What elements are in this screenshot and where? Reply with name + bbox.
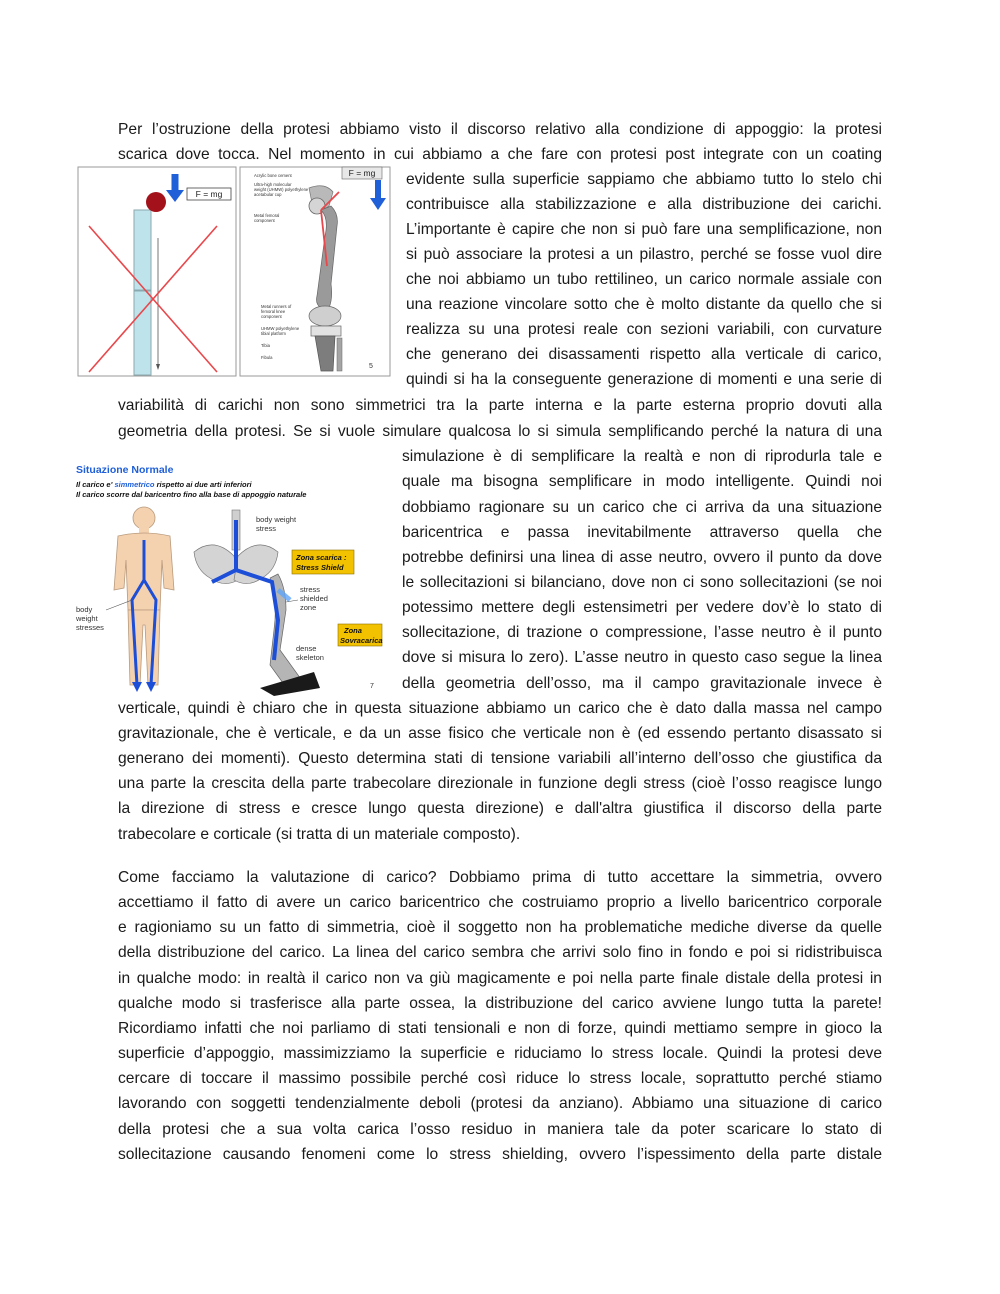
label-dense-2: skeleton (296, 653, 324, 662)
text-line: dove si misura lo zero). L’asse neutro in questo caso segue la linea (402, 649, 882, 666)
text-line: si può associare la protesi a un pilastro, perché se fosse vuol dire (406, 246, 882, 263)
label-dense-1: dense (296, 644, 317, 653)
label-body-3: stresses (76, 623, 104, 632)
text-line: della distribuzione del carico. La linea del carico sembra che arrivi solo fino in fondo e poi si ridistribuisca (118, 944, 882, 961)
text-line: le sollecitazioni si bilanciano, dove non ci sono sollecitazioni (se noi (402, 574, 882, 591)
text-line: qualche modo si trasferisce alla parte ossea, la distribuzione del carico avviene lungo tutta la parete! (118, 995, 882, 1012)
pillar-upper (134, 210, 151, 290)
text-line: contribuisce alla stabilizzazione e alla distribuzione dei carichi. (406, 196, 882, 213)
text-line: Come facciamo la valutazione di carico? Dobbiamo prima di tutto accettare la simmetria, ovvero (118, 869, 882, 886)
text-line: della protesi che a sua volta carica l’osso residuo in maniera tale da poter scaricare lo stato di (118, 1121, 882, 1138)
label-body-2: weight (76, 614, 98, 623)
text-line: scarica dove tocca. Nel momento in cui abbiamo a che fare con protesi post integrate con un coating (118, 146, 882, 163)
label-femoral-2: component (254, 218, 275, 223)
text-line: potrebbe definirsi una linea di asse neutro, ovvero il punto da dove (402, 549, 882, 566)
text-line: L’importante è capire che non si può fare una semplificazione, non (406, 221, 882, 238)
body-silhouette (114, 507, 174, 692)
text-line: in qualche modo: in realtà il carico non va giù magicamente e poi nella parte finale distale della protesi in (118, 970, 882, 987)
text-line: Per l’ostruzione della protesi abbiamo visto il discorso relativo alla condizione di appoggio: la protesi (118, 121, 882, 138)
text-line: che noi abbiamo un tubo rettilineo, un carico normale assiale con (406, 271, 882, 288)
force-label-left: F = mg (195, 189, 223, 199)
label-body-1: body (76, 605, 93, 614)
text-line: trabecolare e corticale (si tratta di un materiale composto). (118, 826, 521, 843)
text-line: simulazione è di semplificare la realtà e non di riprodurla tale e (402, 448, 882, 465)
force-label-right: F = mg (348, 168, 376, 178)
text-line: potessimo mettere degli estensimetri per vedere dov’è lo stato di (402, 599, 882, 616)
text-line: una reazione vincolare sotto che è molto distante da quello che si (406, 296, 882, 313)
text-line: che generano dei disassamenti rispetto alla verticale di carico, (406, 346, 882, 363)
text-line: variabilità di carichi non sono simmetrici tra la parte interna e la parte esterna proprio dovuti alla (118, 397, 882, 414)
load-ball (146, 192, 166, 212)
text-line: cercare di toccare il massimo possibile perché così riduce lo stress locale, soprattutto perché stiamo (118, 1070, 882, 1087)
label-runners-2: femoral knee (261, 309, 286, 314)
text-line: dobbiamo ragionare su un carico che ci arriva da una situazione (402, 499, 882, 516)
label-bw-stress-1: body weight (256, 515, 297, 524)
box-sovraccarica-1: Zona (344, 626, 362, 635)
box-stress-shield-1: Zona scarica : (296, 553, 347, 562)
tibial-platform (311, 326, 341, 336)
label-tibial-1: UHMW polyethylene (261, 326, 300, 331)
figure-normal-svg (74, 460, 388, 696)
text-line: gravitazionale, che è verticale, e da un asse fisico che verticale non è (ed essendo pertanto disassato si (118, 725, 882, 742)
text-line: evidente sulla superficie sappiamo che abbiamo tutto lo stelo chi (406, 171, 882, 188)
label-runners-3: component (261, 314, 282, 319)
box-sovraccarica-2: Sovracarica (340, 636, 383, 645)
label-tibial-2: tibial platform (261, 331, 286, 336)
label-shield-1: stress (300, 585, 321, 594)
text-line: quale ma bisogna semplificare in modo intelligente. Quindi noi (402, 473, 882, 490)
text-line: la direzione di stress e cresce lungo questa direzione) e dall'altra giustifica il discorso della parte (118, 800, 882, 817)
knee-femoral (309, 306, 341, 326)
figure-subtitle-1: Il carico e' simmetrico rispetto ai due arti inferiori (76, 480, 252, 489)
text-line: quindi si ha la conseguente generazione di momenti e una serie di (406, 371, 882, 388)
text-line: geometria della protesi. Se si vuole simulare qualcosa lo si simula semplificando perché la natura di una (118, 423, 882, 440)
text-line: accettiamo il fatto di avere un carico baricentrico che costruiamo proprio a livello baricentrico corporale (118, 894, 882, 911)
text-line: verticale, quindi è chiaro che in questa situazione abbiamo un carico che è dato dalla massa nel campo (118, 700, 882, 717)
box-stress-shield-2: Stress Shield (296, 563, 344, 572)
label-uhmw-3: acetabular cup (254, 192, 282, 197)
label-femoral-1: Metal femoral (254, 213, 280, 218)
figure-title: Situazione Normale (76, 464, 174, 476)
label-tibia: Tibia (261, 343, 270, 348)
text-line: Ricordiamo infatti che noi parliamo di stati tensionali e non di forze, quindi mettiamo sempre in gioco la (118, 1020, 882, 1037)
text-line: e ragioniamo su un fatto di simmetria, cioè il soggetto non ha problematiche mediche diverse da quelle (118, 919, 882, 936)
figure-subtitle-2: Il carico scorre dal baricentro fino alla base di appoggio naturale (76, 490, 307, 499)
fibula (337, 338, 342, 371)
text-line: una parte la crescita della parte trabecolare direzionale in funzione degli stress (cioè l’osso reagisce lungo (118, 775, 882, 792)
figure-prosthesis-load (77, 166, 391, 377)
label-uhmw-1: Ultra-high molecular (254, 182, 292, 187)
text-line: sollecitazione causando fenomeni come lo stress shielding, ovvero l’ispessimento della parte distale (118, 1146, 882, 1163)
text-line: della geometria dell’osso, ma il campo gravitazionale invece è (402, 675, 882, 692)
label-bw-stress-2: stress (256, 524, 277, 533)
text-line: baricentrica e passa inevitabilmente attraverso quella che (402, 524, 882, 541)
figure-prosthesis-svg (77, 166, 391, 377)
text-line: generano dei momenti). Questo determina stati di tensione variabili all’interno dell’osso che giustifica da (118, 750, 882, 767)
label-bone-cement: Acrylic bone cement (254, 173, 292, 178)
text-line: lavorando con soggetti tendenzialmente deboli (protesi da anziano). Abbiamo una situazione di carico (118, 1095, 882, 1112)
slide-number-5: 5 (369, 363, 373, 370)
label-runners-1: Metal runners of (261, 304, 292, 309)
label-fibula: Fibula (261, 355, 273, 360)
text-line: superficie d’appoggio, massimizziamo la superficie e riduciamo lo stress locale. Quindi la protesi deve (118, 1045, 882, 1062)
text-line: sollecitazione, di trazione o compressione, l’asse neutro è il punto (402, 624, 882, 641)
label-shield-2: shielded (300, 594, 328, 603)
text-line: realizza su una protesi reale con sezioni variabili, con curvature (406, 321, 882, 338)
slide-number-7: 7 (370, 683, 374, 690)
figure-normal-situation (74, 460, 388, 696)
label-shield-3: zone (300, 603, 317, 612)
label-uhmw-2: weight (UHMW) polyethylene (254, 187, 309, 192)
